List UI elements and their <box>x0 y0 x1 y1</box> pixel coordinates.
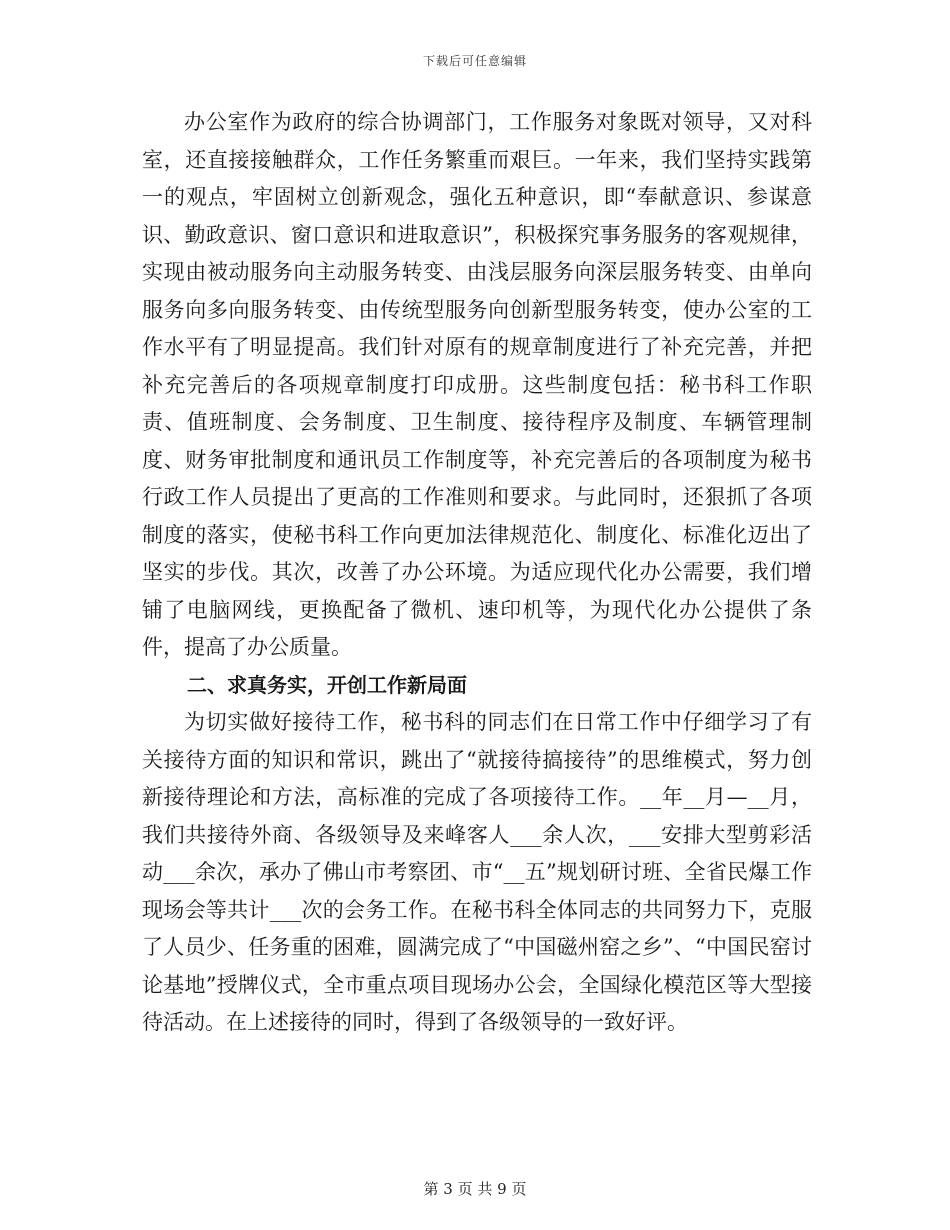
paragraph-reception-work: 为切实做好接待工作，秘书科的同志们在日常工作中仔细学习了有关接待方面的知识和常识，跳出了“就接待搞接待”的思维模式，努力创新接待理论和方法，高标准的完成了各项接待工作。__年__月—__月，我们共接待外商、各级领导及来峰客人___余人次，___安排大型剪彩活动___余次，承办了佛山市考察团、市“__五”规划研讨班、全省民爆工作现场会等共计___次的会务工作。在秘书科全体同志的共同努力下，克服了人员少、任务重的困难，圆满完成了“中国磁州窑之乡”、“中国民窑讨论基地”授牌仪式，全市重点项目现场办公会，全国绿化模范区等大型接待活动。在上述接待的同时，得到了各级领导的一致好评。 <box>142 710 812 1034</box>
section-heading: 二、求真务实，开创工作新局面 <box>187 672 467 697</box>
document-body <box>142 104 812 1042</box>
paragraph-office-work: 办公室作为政府的综合协调部门，工作服务对象既对领导，又对科室，还直接接触群众，工作任务繁重而艰巨。一年来，我们坚持实践第一的观点，牢固树立创新观念，强化五种意识，即“奉献意识、参谋意识、勤政意识、窗口意识和进取意识”，积极探究事务服务的客观规律，实现由被动服务向主动服务转变、由浅层服务向深层服务转变、由单向服务向多向服务转变、由传统型服务向创新型服务转变，使办公室的工作水平有了明显提高。我们针对原有的规章制度进行了补充完善，并把补充完善后的各项规章制度打印成册。这些制度包括：秘书科工作职责、值班制度、会务制度、卫生制度、接待程序及制度、车辆管理制度、财务审批制度和通讯员工作制度等，补充完善后的各项制度为秘书行政工作人员提出了更高的工作准则和要求。与此同时，还狠抓了各项制度的落实，使秘书科工作向更加法律规范化、制度化、标准化迈出了坚实的步伐。其次，改善了办公环境。为适应现代化办公需要，我们增铺了电脑网线，更换配备了微机、速印机等，为现代化办公提供了条件，提高了办公质量。 <box>142 110 812 659</box>
page-header: 下载后可任意编辑 <box>422 54 527 68</box>
page-number: 第 3 页 共 9 页 <box>423 1180 527 1198</box>
